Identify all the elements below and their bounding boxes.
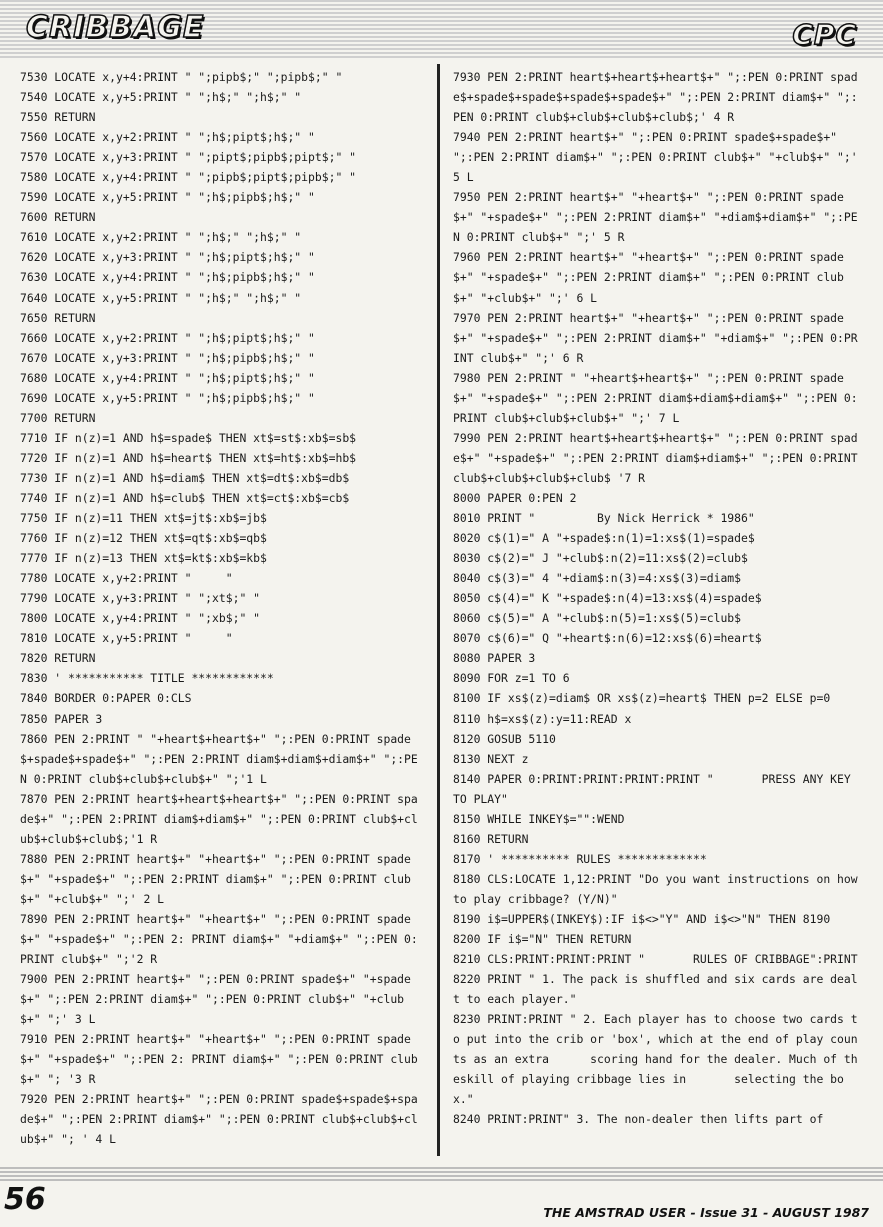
code-line: 8030 c$(2)=" J "+club$:n(2)=11:xs$(2)=club$ <box>453 551 748 566</box>
code-line: 8230 PRINT:PRINT " 2. Each player has to choose two cards to put into the crib or 'box', which at the end of play counts as an extra scoring hand for the dealer. Much of theskill of playing cribbage lies in selecting the box." <box>453 1012 858 1107</box>
code-line: 8100 IF xs$(z)=diam$ OR xs$(z)=heart$ THEN p=2 ELSE p=0 <box>453 691 831 706</box>
code-line: 8220 PRINT " 1. The pack is shuffled and six cards are dealt to each player." <box>453 972 858 1007</box>
code-line: 7870 PEN 2:PRINT heart$+heart$+heart$+" ";:PEN 0:PRINT spade$+" ";:PEN 2:PRINT diam$+diam$+" ";:PEN 0:PRINT club$+club$+club$+club$;'1 R <box>20 791 418 846</box>
page-number: 56 <box>4 1182 46 1217</box>
code-line: 7860 PEN 2:PRINT " "+heart$+heart$+" ";:PEN 0:PRINT spade$+spade$+spade$+" ";:PEN 2:PRINT diam$+diam$+diam$+" ";:PEN 0:PRINT club$+club$+club$+" ";'1 L <box>20 731 418 786</box>
code-line: 7940 PEN 2:PRINT heart$+" ";:PEN 0:PRINT spade$+spade$+" ";:PEN 2:PRINT diam$+" ";:PEN 0:PRINT club$+" "+club$+" ";' 5 L <box>453 130 865 185</box>
code-line: 7740 IF n(z)=1 AND h$=club$ THEN xt$=ct$:xb$=cb$ <box>20 490 350 505</box>
code-line: 7610 LOCATE x,y+2:PRINT " ";h$;" ";h$;" " <box>20 230 302 245</box>
code-line: 8000 PAPER 0:PEN 2 <box>453 490 577 505</box>
code-line: 7750 IF n(z)=11 THEN xt$=jt$:xb$=jb$ <box>20 511 267 526</box>
code-line: 7930 PEN 2:PRINT heart$+heart$+heart$+" ";:PEN 0:PRINT spade$+spade$+spade$+spade$+spade$+" ";:PEN 2:PRINT diam$+" ";:PEN 0:PRINT club$+club$+club$+club$;' 4 R <box>453 70 858 125</box>
code-line: 8080 PAPER 3 <box>453 651 536 666</box>
code-line: 8110 h$=xs$(z):y=11:READ x <box>453 711 632 726</box>
code-line: 7980 PEN 2:PRINT " "+heart$+heart$+" ";:PEN 0:PRINT spade$+" "+spade$+" ";:PEN 2:PRINT diam$+diam$+diam$+" ";:PEN 0:PRINT club$+club$+club$+" ";' 7 L <box>453 370 858 425</box>
page-title: CRIBBAGE <box>26 10 205 45</box>
code-line: 8210 CLS:PRINT:PRINT:PRINT " RULES OF CRIBBAGE":PRINT <box>453 952 858 967</box>
code-line: 7910 PEN 2:PRINT heart$+" "+heart$+" ";:PEN 0:PRINT spade$+" "+spade$+" ";:PEN 2: PRINT diam$+" ";:PEN 0:PRINT club$+" "; '3 R <box>20 1032 418 1087</box>
code-line: 7670 LOCATE x,y+3:PRINT " ";h$;pipb$;h$;" " <box>20 350 315 365</box>
code-line: 7730 IF n(z)=1 AND h$=diam$ THEN xt$=dt$:xb$=db$ <box>20 470 350 485</box>
code-line: 8180 CLS:LOCATE 1,12:PRINT "Do you want instructions on how to play cribbage? (Y/N)" <box>453 871 865 906</box>
code-line: 7800 LOCATE x,y+4:PRINT " ";xb$;" " <box>20 611 261 626</box>
code-line: 7990 PEN 2:PRINT heart$+heart$+heart$+" ";:PEN 0:PRINT spade$+" "+spade$+" ";:PEN 2:PRINT diam$+diam$+" ";:PEN 0:PRINT club$+club$+club$+club$ '7 R <box>453 430 865 485</box>
code-line: 8120 GOSUB 5110 <box>453 731 556 746</box>
code-line: 8170 ' ********** RULES ************* <box>453 851 707 866</box>
code-line: 7640 LOCATE x,y+5:PRINT " ";h$;" ";h$;" " <box>20 290 302 305</box>
code-line: 7530 LOCATE x,y+4:PRINT " ";pipb$;" ";pipb$;" " <box>20 70 343 84</box>
code-line: 8190 i$=UPPER$(INKEY$):IF i$<>"Y" AND i$<>"N" THEN 8190 <box>453 911 831 926</box>
code-line: 8200 IF i$="N" THEN RETURN <box>453 932 632 947</box>
code-line: 7830 ' *********** TITLE ************ <box>20 671 274 686</box>
code-line: 7630 LOCATE x,y+4:PRINT " ";h$;pipb$;h$;" " <box>20 270 315 285</box>
code-line: 7680 LOCATE x,y+4:PRINT " ";h$;pipt$;h$;" " <box>20 370 315 385</box>
code-line: 7580 LOCATE x,y+4:PRINT " ";pipb$;pipt$;pipb$;" " <box>20 170 357 185</box>
code-line: 7600 RETURN <box>20 210 96 225</box>
code-line: 7570 LOCATE x,y+3:PRINT " ";pipt$;pipb$;pipt$;" " <box>20 150 357 165</box>
code-line: 7780 LOCATE x,y+2:PRINT " " <box>20 571 233 586</box>
code-line: 7720 IF n(z)=1 AND h$=heart$ THEN xt$=ht$:xb$=hb$ <box>20 450 357 465</box>
code-line: 7550 RETURN <box>20 110 96 125</box>
code-line: 7850 PAPER 3 <box>20 711 103 726</box>
code-line: 8160 RETURN <box>453 831 529 846</box>
header-band <box>0 0 883 58</box>
column-divider <box>437 64 440 1156</box>
code-line: 7920 PEN 2:PRINT heart$+" ";:PEN 0:PRINT spade$+spade$+spade$+" ";:PEN 2:PRINT diam$+" ";:PEN 0:PRINT club$+club$+club$+" "; ' 4 L <box>20 1092 418 1147</box>
code-line: 7880 PEN 2:PRINT heart$+" "+heart$+" ";:PEN 0:PRINT spade$+" "+spade$+" ";:PEN 2:PRINT diam$+" ";:PEN 0:PRINT club$+" "+club$+" ";' 2 L <box>20 851 411 906</box>
code-line: 7710 IF n(z)=1 AND h$=spade$ THEN xt$=st$:xb$=sb$ <box>20 430 357 445</box>
code-line: 7590 LOCATE x,y+5:PRINT " ";h$;pipb$;h$;" " <box>20 190 315 205</box>
footer-band <box>0 1165 883 1181</box>
code-line: 8010 PRINT " By Nick Herrick * 1986" <box>453 511 755 526</box>
code-line: 7760 IF n(z)=12 THEN xt$=qt$:xb$=qb$ <box>20 531 267 546</box>
publication-info: THE AMSTRAD USER - Issue 31 - AUGUST 1987 <box>543 1205 869 1220</box>
code-line: 8140 PAPER 0:PRINT:PRINT:PRINT:PRINT " PRESS ANY KEY TO PLAY" <box>453 771 858 806</box>
code-line: 7820 RETURN <box>20 651 96 666</box>
code-line: 7950 PEN 2:PRINT heart$+" "+heart$+" ";:PEN 0:PRINT spade$+" "+spade$+" ";:PEN 2:PRINT diam$+" "+diam$+diam$+" ";:PEN 0:PRINT club$+" ";' 5 R <box>453 190 858 245</box>
code-line: 8040 c$(3)=" 4 "+diam$:n(3)=4:xs$(3)=diam$ <box>453 571 742 586</box>
code-line: 7660 LOCATE x,y+2:PRINT " ";h$;pipt$;h$;" " <box>20 330 315 345</box>
code-line: 7810 LOCATE x,y+5:PRINT " " <box>20 631 233 646</box>
code-line: 8020 c$(1)=" A "+spade$:n(1)=1:xs$(1)=spade$ <box>453 531 755 546</box>
code-line: 8060 c$(5)=" A "+club$:n(5)=1:xs$(5)=club$ <box>453 611 742 626</box>
listing-column-left <box>20 67 424 1150</box>
code-line: 8130 NEXT z <box>453 751 529 766</box>
code-line: 8240 PRINT:PRINT" 3. The non-dealer then lifts part of <box>453 1112 824 1127</box>
code-line: 7540 LOCATE x,y+5:PRINT " ";h$;" ";h$;" " <box>20 90 302 105</box>
machine-tag: CPC <box>792 18 857 51</box>
code-line: 7700 RETURN <box>20 410 96 425</box>
code-line: 8070 c$(6)=" Q "+heart$:n(6)=12:xs$(6)=heart$ <box>453 631 762 646</box>
code-line: 7960 PEN 2:PRINT heart$+" "+heart$+" ";:PEN 0:PRINT spade$+" "+spade$+" ";:PEN 2:PRINT diam$+" ";:PEN 0:PRINT club$+" "+club$+" ";' 6 L <box>453 250 844 305</box>
code-line: 7900 PEN 2:PRINT heart$+" ";:PEN 0:PRINT spade$+" "+spade$+" ";:PEN 2:PRINT diam$+" ";:PEN 0:PRINT club$+" "+club$+" ";' 3 L <box>20 972 411 1027</box>
code-line: 7840 BORDER 0:PAPER 0:CLS <box>20 691 192 706</box>
code-line: 7690 LOCATE x,y+5:PRINT " ";h$;pipb$;h$;" " <box>20 390 315 405</box>
code-line: 7970 PEN 2:PRINT heart$+" "+heart$+" ";:PEN 0:PRINT spade$+" "+spade$+" ";:PEN 2:PRINT diam$+" "+diam$+" ";:PEN 0:PRINT club$+" ";' 6 R <box>453 310 858 365</box>
code-line: 8050 c$(4)=" K "+spade$:n(4)=13:xs$(4)=spade$ <box>453 591 762 606</box>
code-line: 7620 LOCATE x,y+3:PRINT " ";h$;pipt$;h$;" " <box>20 250 315 265</box>
code-line: 7650 RETURN <box>20 310 96 325</box>
code-line: 7790 LOCATE x,y+3:PRINT " ";xt$;" " <box>20 591 261 606</box>
listing-column-right <box>453 67 865 1129</box>
code-line: 7770 IF n(z)=13 THEN xt$=kt$:xb$=kb$ <box>20 551 267 566</box>
code-line: 7890 PEN 2:PRINT heart$+" "+heart$+" ";:PEN 0:PRINT spade$+" "+spade$+" ";:PEN 2: PRINT diam$+" "+diam$+" ";:PEN 0:PRINT club$+" ";'2 R <box>20 911 418 967</box>
code-line: 7560 LOCATE x,y+2:PRINT " ";h$;pipt$;h$;" " <box>20 130 315 145</box>
code-line: 8090 FOR z=1 TO 6 <box>453 671 570 686</box>
code-line: 8150 WHILE INKEY$="":WEND <box>453 811 625 826</box>
